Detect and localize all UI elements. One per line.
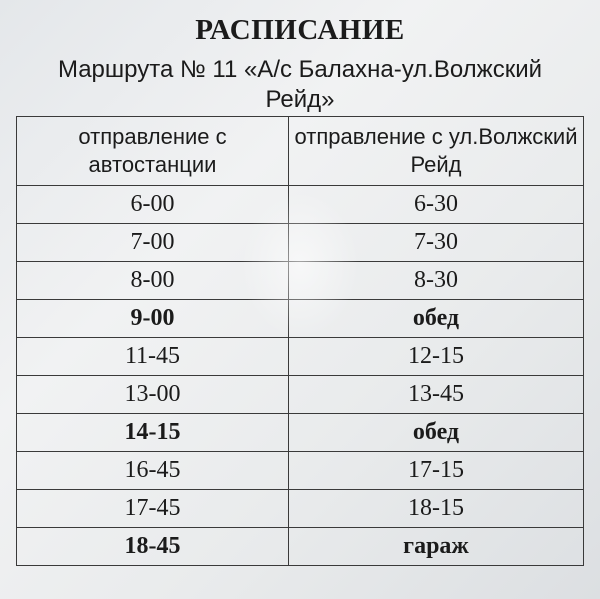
- departure-from-station-cell: 13-00: [17, 376, 289, 414]
- departure-from-station-cell: 9-00: [17, 300, 289, 338]
- departure-from-reid-cell: 7-30: [289, 224, 584, 262]
- table-row: [17, 300, 584, 338]
- table-row: [17, 186, 584, 224]
- table-header-row: [17, 117, 584, 186]
- departure-from-reid-cell: 12-15: [289, 338, 584, 376]
- schedule-table: [16, 116, 584, 566]
- table-row: [17, 414, 584, 452]
- departure-from-reid-cell: 13-45: [289, 376, 584, 414]
- table-row: [17, 262, 584, 300]
- departure-from-station-cell: 18-45: [17, 528, 289, 566]
- departure-from-reid-cell: 18-15: [289, 490, 584, 528]
- table-row: [17, 376, 584, 414]
- column-header-from-station: отправление с автостанции: [17, 117, 289, 186]
- departure-from-station-cell: 7-00: [17, 224, 289, 262]
- departure-from-reid-cell: обед: [289, 414, 584, 452]
- departure-from-reid-cell: 8-30: [289, 262, 584, 300]
- departure-from-station-cell: 16-45: [17, 452, 289, 490]
- departure-from-station-cell: 6-00: [17, 186, 289, 224]
- route-subtitle: Маршрута № 11 «А/с Балахна-ул.Волжский Рейд»: [57, 56, 543, 113]
- table-row: [17, 338, 584, 376]
- departure-from-reid-cell: 17-15: [289, 452, 584, 490]
- column-header-from-reid: отправление с ул.Волжский Рейд: [289, 117, 584, 186]
- table-row: [17, 490, 584, 528]
- departure-from-station-cell: 11-45: [17, 338, 289, 376]
- table-row: [17, 224, 584, 262]
- table-row: [17, 452, 584, 490]
- departure-from-station-cell: 17-45: [17, 490, 289, 528]
- departure-from-station-cell: 14-15: [17, 414, 289, 452]
- departure-from-reid-cell: гараж: [289, 528, 584, 566]
- departure-from-station-cell: 8-00: [17, 262, 289, 300]
- departure-from-reid-cell: 6-30: [289, 186, 584, 224]
- table-row: [17, 528, 584, 566]
- page-title: РАСПИСАНИЕ: [195, 14, 405, 46]
- departure-from-reid-cell: обед: [289, 300, 584, 338]
